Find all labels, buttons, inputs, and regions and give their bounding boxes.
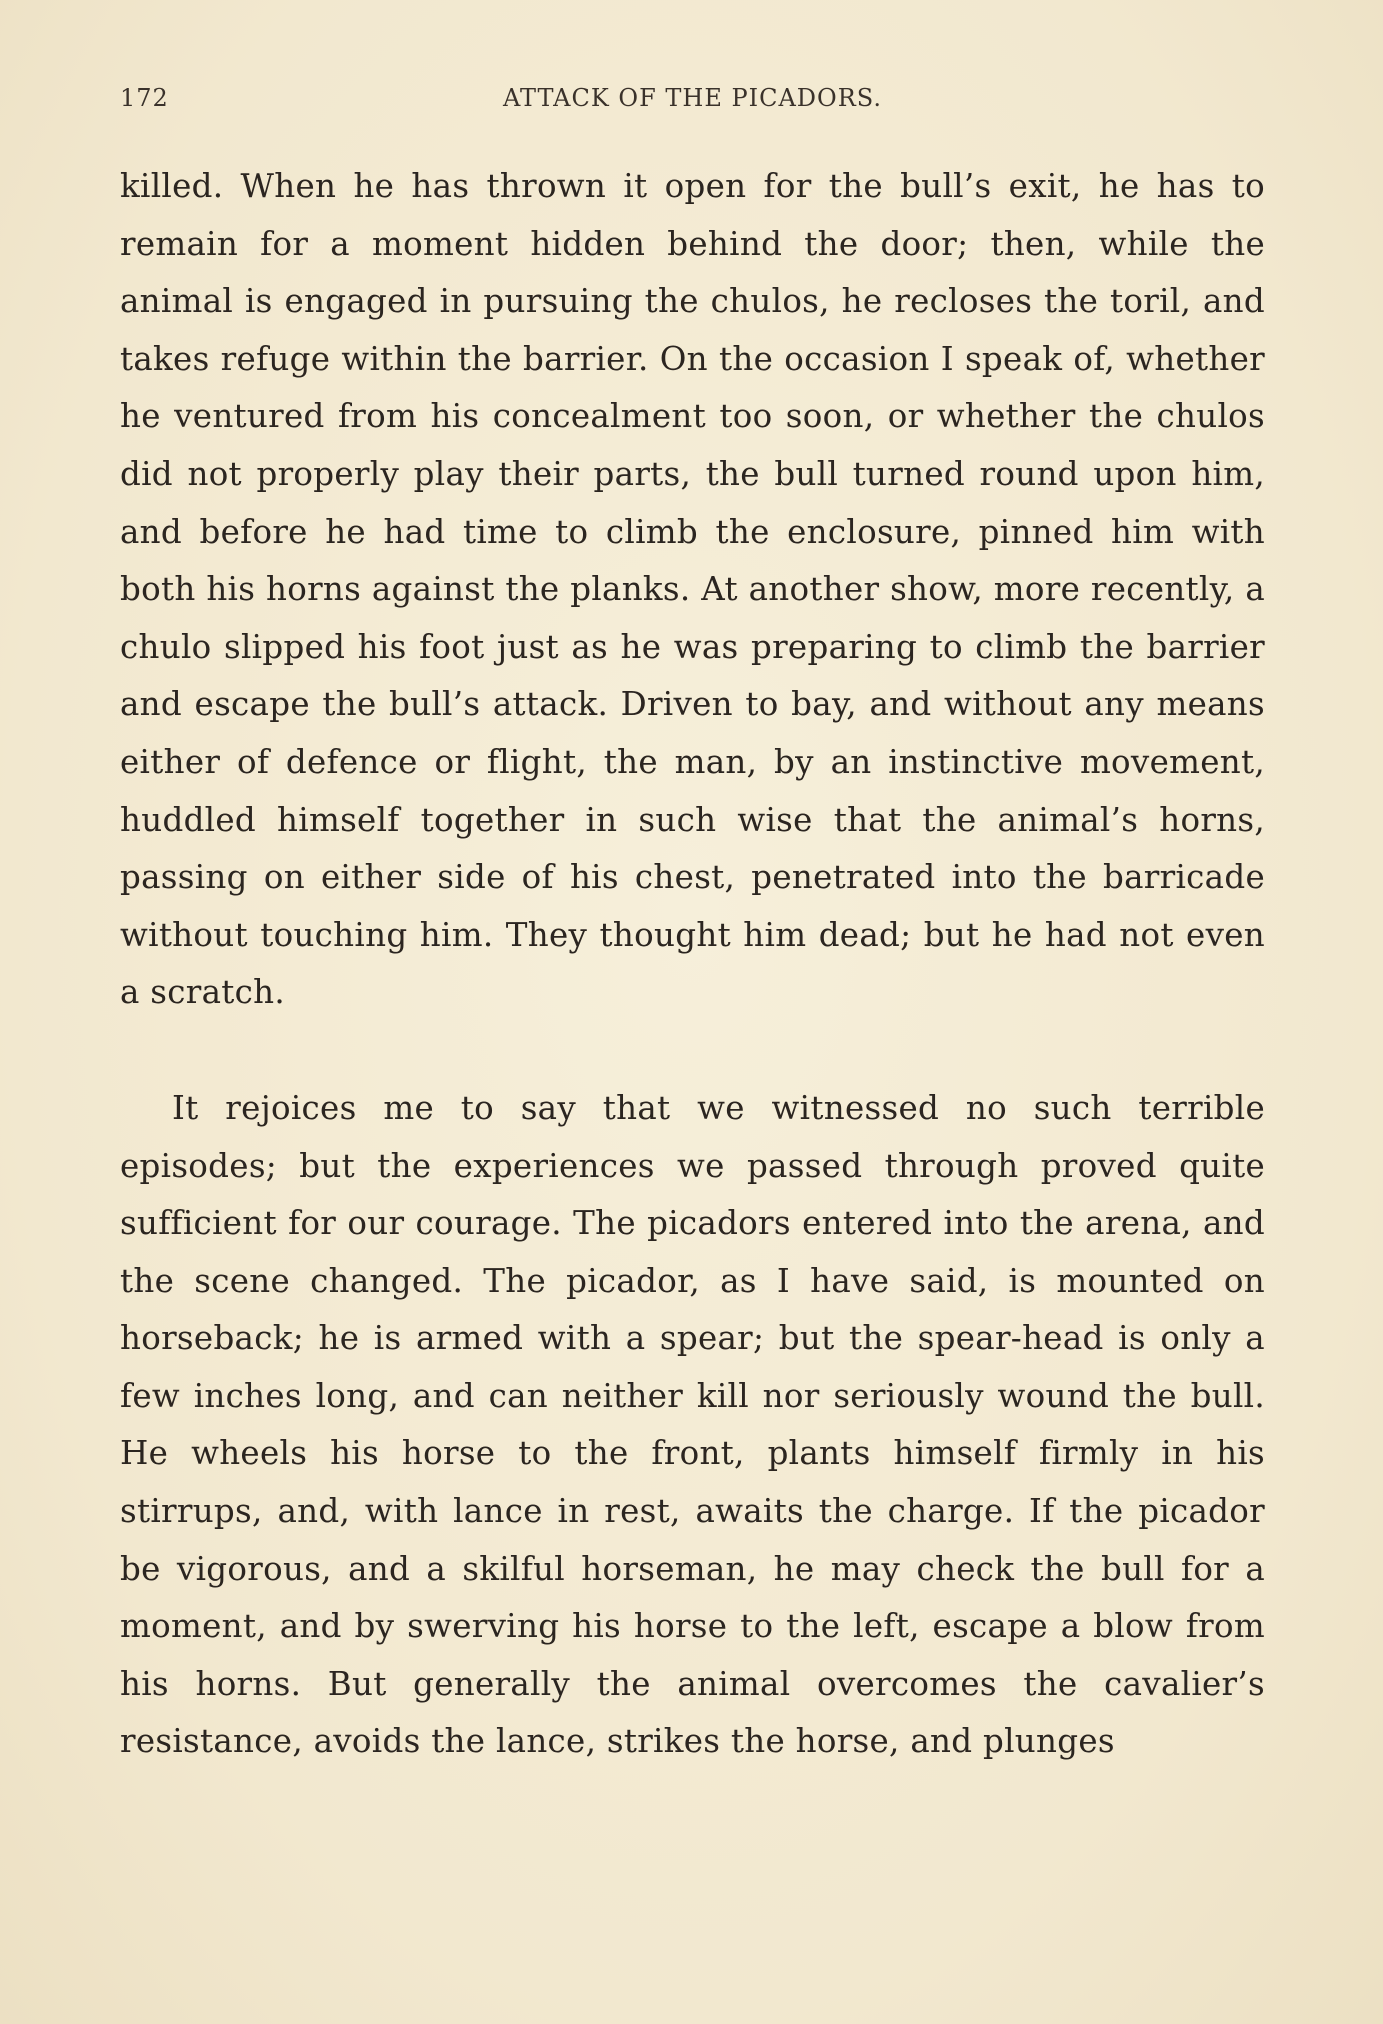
paragraph-1: killed. When he has thrown it open for the bull’s exit, he has to remain for a moment hidden behind the door; then, while the animal is engaged in pursuing the chulos, he recloses the toril, and takes refuge within the barrier. On the occasion I speak of, whether he ventured from his concealment too soon, or whether the chulos did not properly play their parts, the bull turned round upon him, and before he had time to climb the enclosure, pinned him with both his horns against the planks. At another show, more recently, a chulo slipped his foot just as he was preparing to climb the barrier and escape the bull’s attack. Driven to bay, and without any means either of defence or flight, the man, by an instinctive movement, huddled himself together in such wise that the animal’s horns, passing on either side of his chest, penetrated into the barricade without touching him. They thought him dead; but he had not even a scratch. [120,167,1265,1012]
body-text [120,158,1265,1771]
page-number: 172 [120,84,169,112]
running-head [120,84,1265,124]
running-title: ATTACK OF THE PICADORS. [503,84,882,112]
paragraph-2: It rejoices me to say that we witnessed no such terrible episodes; but the experiences we passed through proved quite sufficient for our courage. The picadors entered into the arena, and the scene changed. The picador, as I have said, is mounted on horseback; he is armed with a spear; but the spear-head is only a few inches long, and can neither kill nor seriously wound the bull. He wheels his horse to the front, plants himself firmly in his stirrups, and, with lance in rest, awaits the charge. If the picador be vigorous, and a skilful horseman, he may check the bull for a moment, and by swerving his horse to the left, escape a blow from his horns. But generally the animal overcomes the cavalier’s resistance, avoids the lance, strikes the horse, and plunges [120,1088,1265,1761]
